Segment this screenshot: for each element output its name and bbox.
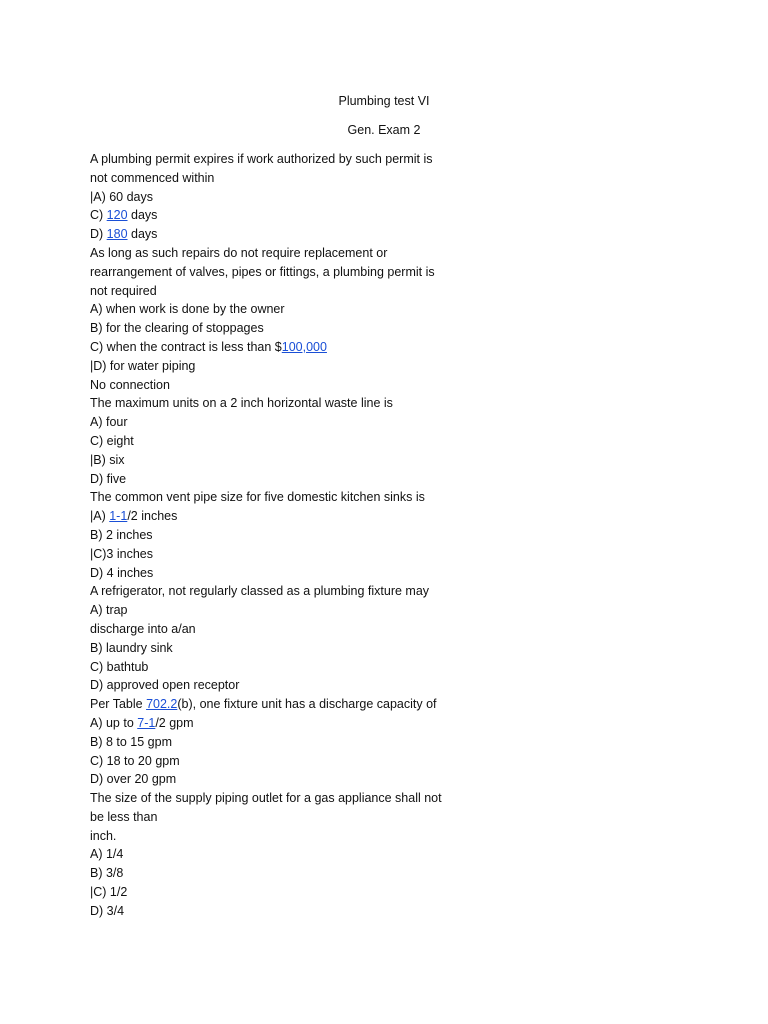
text-segment: discharge into a/an bbox=[90, 621, 196, 636]
text-segment: The maximum units on a 2 inch horizontal waste line is bbox=[90, 396, 393, 411]
text-segment: C) eight bbox=[90, 433, 134, 448]
text-segment: D) 3/4 bbox=[90, 903, 125, 918]
hyperlink[interactable]: 180 bbox=[106, 227, 128, 242]
text-line bbox=[90, 319, 455, 338]
hyperlink[interactable]: 1-1 bbox=[109, 509, 128, 524]
text-line bbox=[90, 451, 455, 470]
text-line bbox=[90, 188, 455, 207]
text-segment: B) 3/8 bbox=[90, 866, 124, 881]
text-segment: A) four bbox=[90, 415, 128, 430]
text-line bbox=[90, 714, 455, 733]
text-line bbox=[90, 902, 455, 921]
text-segment: /2 inches bbox=[127, 509, 178, 524]
text-line bbox=[90, 733, 455, 752]
text-line bbox=[90, 169, 455, 188]
text-segment: |A) bbox=[90, 509, 110, 524]
hyperlink[interactable]: 702.2 bbox=[146, 697, 178, 712]
text-segment: (b), one fixture unit has a discharge capacity of bbox=[177, 697, 437, 712]
text-line bbox=[90, 601, 455, 620]
text-line bbox=[90, 470, 455, 489]
text-line bbox=[90, 394, 455, 413]
text-segment: D) approved open receptor bbox=[90, 678, 240, 693]
text-segment: D) over 20 gpm bbox=[90, 772, 177, 787]
text-line bbox=[90, 883, 455, 902]
text-segment: As long as such repairs do not require replacement or bbox=[90, 245, 388, 260]
text-line bbox=[90, 620, 455, 639]
text-segment: C) bathtub bbox=[90, 659, 149, 674]
document-subtitle: Gen. Exam 2 bbox=[347, 123, 421, 137]
text-line bbox=[90, 564, 455, 583]
text-line bbox=[90, 545, 455, 564]
text-segment: inch. bbox=[90, 828, 117, 843]
text-line bbox=[90, 507, 455, 526]
text-segment: A refrigerator, not regularly classed as a plumbing fixture may bbox=[90, 584, 430, 599]
document-body bbox=[90, 150, 455, 921]
text-line bbox=[90, 206, 455, 225]
text-line bbox=[90, 376, 455, 395]
text-line bbox=[90, 789, 455, 808]
document-title: Plumbing test VI bbox=[338, 94, 430, 108]
text-line bbox=[90, 413, 455, 432]
text-segment: B) for the clearing of stoppages bbox=[90, 321, 264, 336]
text-segment: D) bbox=[90, 227, 107, 242]
text-line bbox=[90, 845, 455, 864]
text-segment: A plumbing permit expires if work authorized by such permit is bbox=[90, 152, 433, 166]
text-line bbox=[90, 488, 455, 507]
text-segment: not required bbox=[90, 283, 157, 298]
text-segment: /2 gpm bbox=[155, 715, 194, 730]
text-line bbox=[90, 770, 455, 789]
text-line bbox=[90, 752, 455, 771]
text-segment: No connection bbox=[90, 377, 170, 392]
text-line bbox=[90, 357, 455, 376]
text-line bbox=[90, 827, 455, 846]
text-line bbox=[90, 150, 455, 169]
text-segment: B) laundry sink bbox=[90, 640, 173, 655]
text-segment: The size of the supply piping outlet for a gas appliance shall not bbox=[90, 791, 442, 806]
text-segment: rearrangement of valves, pipes or fittings, a plumbing permit is bbox=[90, 264, 435, 279]
text-line bbox=[90, 225, 455, 244]
text-segment: not commenced within bbox=[90, 170, 215, 185]
text-line bbox=[90, 300, 455, 319]
text-segment: B) 2 inches bbox=[90, 527, 153, 542]
text-line bbox=[90, 526, 455, 545]
text-line bbox=[90, 338, 455, 357]
text-segment: be less than bbox=[90, 809, 158, 824]
text-segment: A) trap bbox=[90, 603, 128, 618]
hyperlink[interactable]: 100,000 bbox=[281, 339, 327, 354]
text-line bbox=[90, 695, 455, 714]
text-line bbox=[90, 432, 455, 451]
text-segment: D) 4 inches bbox=[90, 565, 154, 580]
text-segment: days bbox=[127, 208, 158, 223]
text-segment: |D) for water piping bbox=[90, 358, 196, 373]
text-line bbox=[90, 639, 455, 658]
text-line bbox=[90, 263, 455, 282]
text-line bbox=[90, 864, 455, 883]
text-line bbox=[90, 808, 455, 827]
text-segment: |C)3 inches bbox=[90, 546, 153, 561]
text-segment: |A) 60 days bbox=[90, 189, 154, 204]
text-segment: C) bbox=[90, 208, 107, 223]
text-segment: |C) 1/2 bbox=[90, 885, 128, 900]
text-segment: A) up to bbox=[90, 715, 138, 730]
text-line bbox=[90, 244, 455, 263]
text-segment: The common vent pipe size for five domestic kitchen sinks is bbox=[90, 490, 425, 505]
text-segment: C) 18 to 20 gpm bbox=[90, 753, 180, 768]
text-segment: A) 1/4 bbox=[90, 847, 124, 862]
text-segment: |B) six bbox=[90, 452, 125, 467]
text-segment: B) 8 to 15 gpm bbox=[90, 734, 172, 749]
text-segment: D) five bbox=[90, 471, 127, 486]
text-line bbox=[90, 582, 455, 601]
hyperlink[interactable]: 120 bbox=[106, 208, 128, 223]
text-segment: days bbox=[127, 227, 158, 242]
hyperlink[interactable]: 7-1 bbox=[137, 715, 156, 730]
text-segment: C) when the contract is less than $ bbox=[90, 339, 282, 354]
text-segment: Per Table bbox=[90, 697, 147, 712]
text-segment: A) when work is done by the owner bbox=[90, 302, 285, 317]
text-line bbox=[90, 676, 455, 695]
text-line bbox=[90, 282, 455, 301]
text-line bbox=[90, 658, 455, 677]
